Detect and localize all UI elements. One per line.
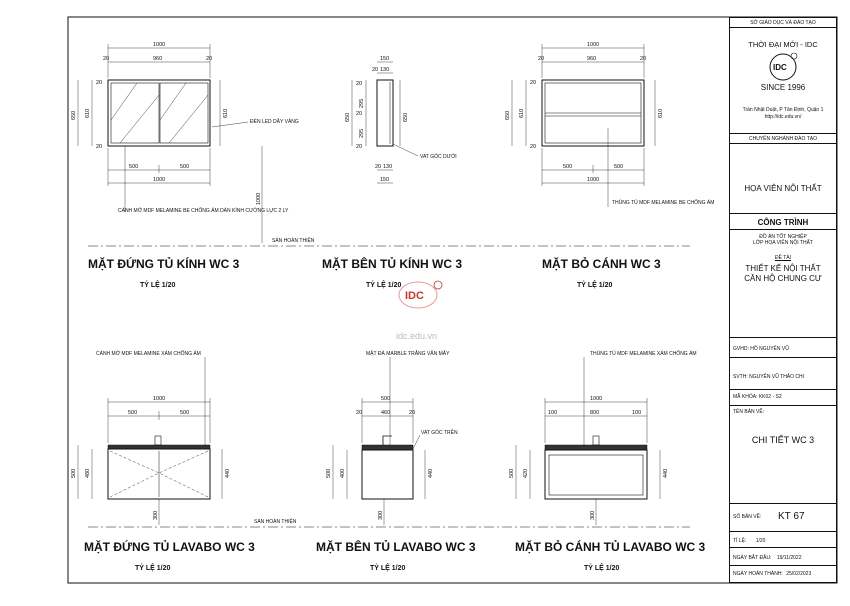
floor-label-bottom: SÀN HOÀN THIỆN	[254, 519, 297, 525]
svg-text:1000: 1000	[153, 396, 166, 402]
svg-text:400: 400	[340, 468, 346, 478]
svg-text:440: 440	[663, 468, 669, 478]
svg-text:20: 20	[375, 164, 382, 170]
tb-sheet-name-block	[730, 406, 836, 504]
tb-scale-value: 1/20	[755, 538, 766, 544]
d3-title: MẶT BỎ CÁNH WC 3	[542, 257, 661, 271]
tb-ministry: SỞ GIÁO DỤC VÀ ĐÀO TẠO	[730, 18, 836, 28]
svg-text:VAT GÓC DƯỚI: VAT GÓC DƯỚI	[420, 154, 457, 160]
svg-text:CÁNH MỞ MDF MELAMINE BE CHỐNG: CÁNH MỞ MDF MELAMINE BE CHỐNG ẨM DÁN KÍNH CƯỜNG LỰC 2 LY	[118, 208, 289, 214]
tb-end-label: NGÀY HOÀN THÀNH:	[733, 571, 783, 577]
svg-text:1000: 1000	[590, 396, 603, 402]
svg-text:150: 150	[380, 177, 390, 183]
svg-text:650: 650	[71, 110, 77, 120]
svg-text:20: 20	[530, 80, 537, 86]
tb-project-line2: LỚP HỌA VIÊN NỘI THẤT	[753, 240, 813, 247]
svg-text:500: 500	[381, 396, 391, 402]
svg-text:THÙNG TỦ MDF MELAMINE XÁM CHỐN: THÙNG TỦ MDF MELAMINE XÁM CHỐNG ẨM	[590, 351, 697, 357]
tb-end-date: 25/02/2023	[786, 571, 812, 577]
drawing-mirror-side	[345, 56, 457, 183]
svg-text:20: 20	[640, 56, 647, 62]
tb-topic-line2: CĂN HỘ CHUNG CƯ	[744, 273, 822, 283]
svg-text:610: 610	[519, 108, 525, 118]
svg-text:IDC: IDC	[405, 290, 424, 302]
drawing-lavabo-front	[71, 350, 231, 525]
d5-scale: TỶ LỆ 1/20	[370, 565, 406, 572]
drawing-lavabo-side	[326, 349, 458, 525]
svg-text:20: 20	[206, 56, 213, 62]
tb-scale-row	[730, 532, 836, 548]
svg-text:100: 100	[548, 410, 558, 416]
svg-text:500: 500	[563, 164, 573, 170]
svg-text:20: 20	[372, 67, 379, 73]
tb-school-block	[730, 28, 836, 134]
svg-text:20: 20	[538, 56, 545, 62]
svg-text:295: 295	[359, 128, 365, 138]
tb-topic-line1: THIẾT KẾ NỘI THẤT	[745, 263, 821, 273]
svg-text:1000: 1000	[153, 177, 166, 183]
svg-text:20: 20	[530, 144, 537, 150]
svg-text:650: 650	[403, 112, 409, 122]
svg-text:20: 20	[356, 81, 363, 87]
tb-course: MÃ KHÓA: KK02 - S2	[730, 390, 836, 406]
svg-text:500: 500	[129, 164, 139, 170]
d2-scale: TỶ LỆ 1/20	[366, 282, 402, 289]
tb-since: SINCE 1996	[760, 83, 806, 93]
tb-project-label: CÔNG TRÌNH	[730, 214, 836, 230]
svg-text:960: 960	[153, 56, 163, 62]
svg-text:610: 610	[223, 108, 229, 118]
svg-text:MẶT ĐÁ MARBLE TRẮNG VÂN MÂY: MẶT ĐÁ MARBLE TRẮNG VÂN MÂY	[366, 351, 450, 357]
tb-scale-label: TỈ LỆ:	[733, 538, 747, 544]
svg-text:CÁNH MỞ MDF MELAMINE XÁM CHỐNG: CÁNH MỞ MDF MELAMINE XÁM CHỐNG ẨM	[96, 351, 201, 357]
tb-project-line1: ĐỒ ÁN TỐT NGHIỆP	[759, 234, 807, 240]
watermark-logo-icon	[398, 280, 444, 310]
svg-text:20: 20	[409, 410, 416, 416]
svg-text:420: 420	[523, 468, 529, 478]
svg-text:20: 20	[356, 111, 363, 117]
svg-text:440: 440	[428, 468, 434, 478]
svg-text:300: 300	[590, 510, 596, 520]
floor-label-top: SÀN HOÀN THIỆN	[272, 238, 315, 244]
tb-topic-label: ĐỀ TÀI	[774, 254, 792, 261]
tb-sheet-name-label: TÊN BẢN VẼ:	[733, 409, 765, 415]
svg-text:500: 500	[128, 410, 138, 416]
tb-teacher: GVHD: HỒ NGUYÊN VŨ	[730, 338, 836, 358]
svg-text:500: 500	[180, 410, 190, 416]
d1-scale: TỶ LỆ 1/20	[140, 282, 176, 289]
svg-text:610: 610	[85, 108, 91, 118]
svg-text:20: 20	[96, 80, 103, 86]
svg-text:460: 460	[381, 410, 391, 416]
svg-text:300: 300	[378, 510, 384, 520]
tb-major: HỌA VIÊN NỘI THẤT	[730, 144, 836, 214]
sheet-border	[68, 17, 837, 583]
d1-dim-width: 1000	[153, 42, 166, 48]
svg-text:1000: 1000	[587, 42, 600, 48]
tb-website: http://idc.edu.vn/	[764, 113, 802, 120]
svg-text:500: 500	[71, 468, 77, 478]
svg-text:480: 480	[85, 468, 91, 478]
svg-text:150: 150	[380, 56, 390, 62]
svg-text:20: 20	[103, 56, 110, 62]
svg-text:440: 440	[225, 468, 231, 478]
svg-text:300: 300	[153, 510, 159, 520]
tb-end-row	[730, 566, 836, 582]
svg-text:VAT GÓC TRÊN: VAT GÓC TRÊN	[421, 430, 458, 436]
svg-text:130: 130	[383, 164, 393, 170]
tb-sheet-no-label: SỐ BẢN VẼ:	[733, 514, 762, 520]
d3-scale: TỶ LỆ 1/20	[577, 282, 613, 289]
tb-start-label: NGÀY BẮT ĐẦU:	[733, 555, 772, 561]
d4-scale: TỶ LỆ 1/20	[135, 565, 171, 572]
tb-school: THỜI ĐẠI MỚI - IDC	[748, 40, 818, 49]
svg-text:295: 295	[359, 98, 365, 108]
svg-text:THÙNG TỦ MDF MELAMINE BE CHỐNG: THÙNG TỦ MDF MELAMINE BE CHỐNG ẨM	[612, 200, 715, 206]
d2-title: MẶT BÊN TỦ KÍNH WC 3	[322, 257, 462, 271]
tb-student: SVTH: NGUYỄN VŨ THẢO CHI	[730, 358, 836, 390]
svg-text:130: 130	[380, 67, 390, 73]
tb-start-date: 19/11/2022	[776, 555, 802, 561]
svg-text:650: 650	[345, 112, 351, 122]
watermark-text: idc.edu.vn	[396, 331, 438, 341]
school-logo-icon	[768, 52, 798, 82]
d4-title: MẶT ĐỨNG TỦ LAVABO WC 3	[84, 540, 255, 554]
title-block	[729, 17, 837, 583]
svg-text:1000: 1000	[256, 192, 262, 205]
d6-scale: TỶ LỆ 1/20	[584, 565, 620, 572]
d6-title: MẶT BỎ CÁNH TỦ LAVABO WC 3	[515, 540, 706, 554]
svg-text:610: 610	[658, 108, 664, 118]
tb-sheet-name: CHI TIẾT WC 3	[751, 435, 815, 446]
tb-project-block	[730, 230, 836, 338]
svg-text:ĐÈN LED DÂY VÀNG: ĐÈN LED DÂY VÀNG	[250, 119, 299, 125]
svg-text:500: 500	[614, 164, 624, 170]
svg-text:650: 650	[505, 110, 511, 120]
svg-text:20: 20	[356, 144, 363, 150]
tb-start-row	[730, 548, 836, 566]
svg-text:500: 500	[509, 468, 515, 478]
svg-text:500: 500	[180, 164, 190, 170]
tb-major-label: CHUYÊN NGHÀNH ĐÀO TẠO	[730, 134, 836, 144]
svg-text:500: 500	[326, 468, 332, 478]
svg-text:800: 800	[590, 410, 600, 416]
tb-sheet-no-block	[730, 504, 836, 532]
tb-sheet-no: KT 67	[778, 511, 805, 522]
d5-title: MẶT BÊN TỦ LAVABO WC 3	[316, 540, 476, 554]
svg-text:20: 20	[96, 144, 103, 150]
svg-text:100: 100	[632, 410, 642, 416]
d1-title: MẶT ĐỨNG TỦ KÍNH WC 3	[88, 257, 240, 271]
drawing-mirror-nodoor	[505, 42, 714, 207]
svg-text:960: 960	[587, 56, 597, 62]
tb-address: Trần Nhật Duật, P Tân Định, Quận 1	[742, 107, 824, 114]
drawing-lavabo-nodoor	[509, 350, 697, 525]
svg-text:20: 20	[356, 410, 363, 416]
svg-text:1000: 1000	[587, 177, 600, 183]
drawing-mirror-front	[71, 42, 299, 243]
svg-text:IDC: IDC	[773, 63, 787, 73]
